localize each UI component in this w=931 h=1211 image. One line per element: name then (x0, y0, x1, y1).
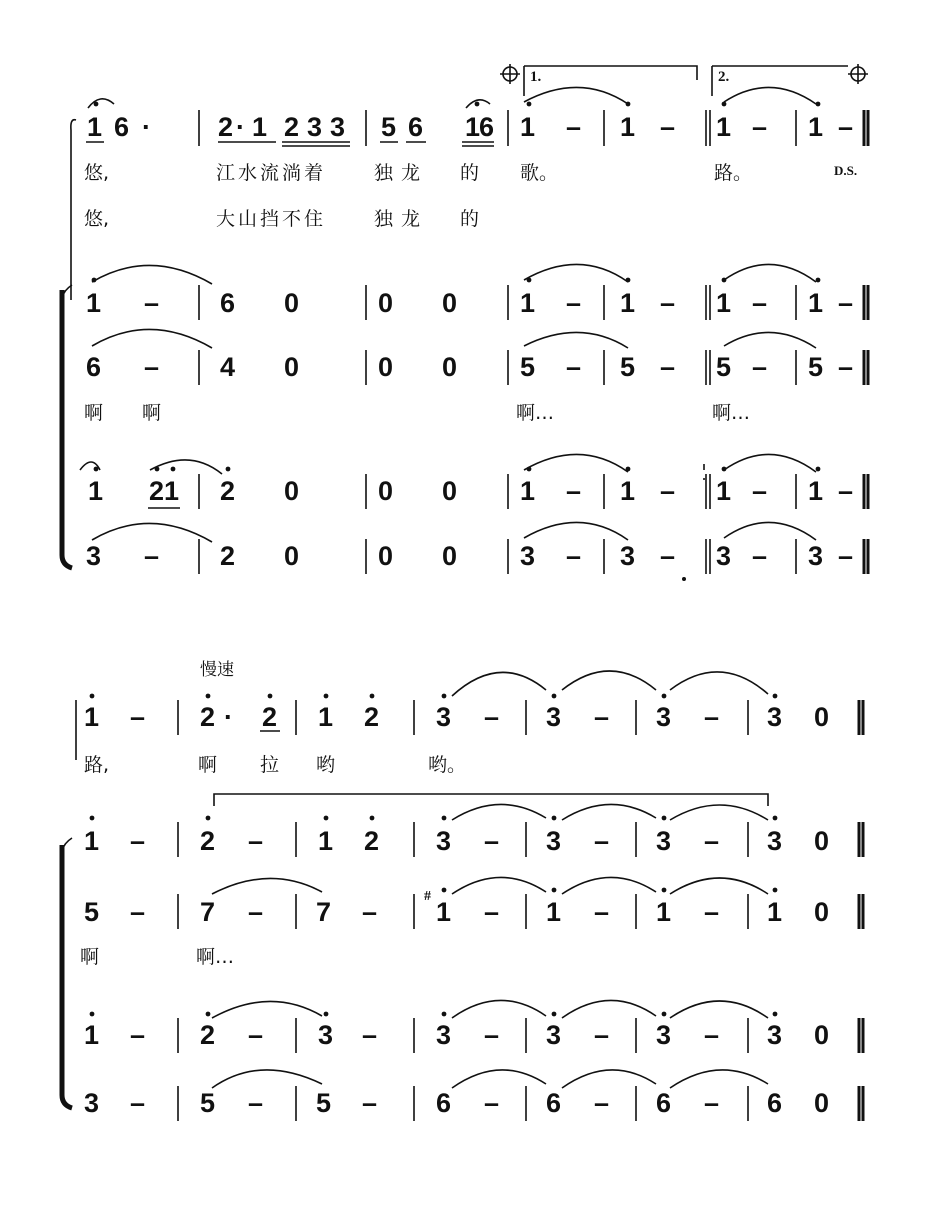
dash: – (594, 897, 610, 927)
note: 1 (620, 476, 636, 506)
note: 1 (520, 476, 536, 506)
dot: · (224, 702, 233, 732)
system2-choir-bracket (62, 845, 72, 1108)
dash: – (566, 112, 582, 142)
note: 5 (381, 112, 397, 142)
note: 0 (814, 1088, 830, 1118)
note: 1 (808, 288, 824, 318)
note: 6 (767, 1088, 783, 1118)
note: 1 (620, 112, 636, 142)
lyric: 江水流淌着 (216, 162, 327, 184)
note: 2 (149, 476, 165, 506)
note: 2 (200, 826, 216, 856)
note: 3 (546, 702, 562, 732)
dash: – (248, 826, 264, 856)
note: 0 (814, 826, 830, 856)
note: 1 (164, 476, 180, 506)
note: 0 (378, 352, 394, 382)
note: 1 (808, 112, 824, 142)
dash: – (248, 897, 264, 927)
note: 3 (767, 826, 783, 856)
lyric: 啊 (198, 754, 218, 776)
note: 4 (220, 352, 236, 382)
note: 3 (86, 541, 102, 571)
note: 6 (656, 1088, 672, 1118)
note: 2 (200, 702, 216, 732)
note: 5 (716, 352, 732, 382)
tempo-mark: 慢速 (200, 660, 234, 680)
dash: – (484, 1020, 500, 1050)
lyric: 悠, (84, 208, 110, 230)
dash: – (362, 897, 378, 927)
dash: – (838, 112, 854, 142)
note: 0 (814, 702, 830, 732)
note: 0 (378, 541, 394, 571)
note: 0 (814, 897, 830, 927)
dash: – (838, 541, 854, 571)
system1-choir-bracket (62, 290, 72, 568)
dash: – (660, 112, 676, 142)
note: 1 (767, 897, 783, 927)
dash: – (484, 826, 500, 856)
dot: · (236, 112, 245, 142)
dash: – (144, 541, 160, 571)
lyric: 啊… (712, 402, 751, 424)
lyric: 悠, (84, 162, 110, 184)
note: 6 (114, 112, 130, 142)
note: 1 (716, 288, 732, 318)
note: 3 (656, 702, 672, 732)
note: 3 (656, 826, 672, 856)
lyric: 哟 (316, 754, 336, 776)
note: 1 (520, 112, 536, 142)
note: 5 (200, 1088, 216, 1118)
dash: – (838, 288, 854, 318)
note: 2 (262, 702, 278, 732)
note: 1 (620, 288, 636, 318)
ending-second-label: 2. (718, 69, 730, 85)
lyric: 啊 (142, 402, 162, 424)
dash: – (594, 1020, 610, 1050)
note: 3 (84, 1088, 100, 1118)
note: 3 (520, 541, 536, 571)
note: 0 (284, 352, 300, 382)
dash: – (752, 112, 768, 142)
dash: – (838, 476, 854, 506)
dash: – (130, 1088, 146, 1118)
dash: – (130, 826, 146, 856)
note: 2 (220, 541, 236, 571)
note: 6 (479, 112, 495, 142)
dash: – (144, 288, 160, 318)
note: 0 (814, 1020, 830, 1050)
dash: – (362, 1020, 378, 1050)
note: 1 (808, 476, 824, 506)
dash: – (660, 476, 676, 506)
note: 3 (716, 541, 732, 571)
note: 1 (656, 897, 672, 927)
note: 1 (86, 288, 102, 318)
dash: – (566, 288, 582, 318)
lyric: 拉 (260, 754, 280, 776)
note: 1 (318, 702, 334, 732)
dash: – (130, 897, 146, 927)
ending-first-label: 1. (530, 69, 542, 85)
note: 7 (316, 897, 332, 927)
note: 6 (436, 1088, 452, 1118)
note: 1 (84, 702, 100, 732)
dash: – (660, 288, 676, 318)
note: 6 (86, 352, 102, 382)
note: 3 (808, 541, 824, 571)
note: 3 (436, 702, 452, 732)
dash: – (566, 541, 582, 571)
ds-mark: D.S. (834, 163, 858, 178)
note: 0 (284, 476, 300, 506)
dash: – (704, 826, 720, 856)
dash: – (594, 702, 610, 732)
dot: · (142, 112, 151, 142)
lyric: 独龙 (374, 208, 429, 230)
note: 1 (465, 112, 481, 142)
dash: – (752, 288, 768, 318)
note: 3 (436, 826, 452, 856)
note: 3 (307, 112, 323, 142)
lyric: 路, (84, 754, 110, 776)
note: 1 (84, 826, 100, 856)
note: 1 (716, 476, 732, 506)
note: 2 (220, 476, 236, 506)
dash: – (144, 352, 160, 382)
sharp-sign: # (424, 889, 431, 904)
note: 3 (330, 112, 346, 142)
note: 3 (767, 1020, 783, 1050)
dash: – (484, 702, 500, 732)
note: 5 (620, 352, 636, 382)
note: 3 (436, 1020, 452, 1050)
note: 0 (442, 476, 458, 506)
note: 2 (218, 112, 234, 142)
lyric: 啊 (80, 946, 100, 968)
note: 6 (546, 1088, 562, 1118)
note: 2 (200, 1020, 216, 1050)
lyric: 啊… (516, 402, 555, 424)
note: 1 (716, 112, 732, 142)
note: 2 (364, 826, 380, 856)
dash: – (704, 1088, 720, 1118)
dash: – (594, 826, 610, 856)
lyric: 独龙 (374, 162, 429, 184)
note: 0 (284, 541, 300, 571)
dash: – (248, 1020, 264, 1050)
note: 6 (220, 288, 236, 318)
lyric: 歌。 (520, 162, 559, 184)
note: 1 (546, 897, 562, 927)
note: 2 (364, 702, 380, 732)
dash: – (362, 1088, 378, 1118)
note: 1 (318, 826, 334, 856)
note: 1 (87, 112, 103, 142)
dash: – (566, 476, 582, 506)
lyric: 啊… (196, 946, 235, 968)
note: 1 (88, 476, 104, 506)
note: 1 (520, 288, 536, 318)
lyric: 大山挡不住 (216, 208, 327, 230)
dash: – (752, 541, 768, 571)
note: 0 (284, 288, 300, 318)
dash: – (484, 1088, 500, 1118)
note: 0 (378, 476, 394, 506)
dash: – (704, 702, 720, 732)
dash: – (838, 352, 854, 382)
note: 5 (520, 352, 536, 382)
note: 1 (436, 897, 452, 927)
dash: – (594, 1088, 610, 1118)
note: 5 (316, 1088, 332, 1118)
lyric: 路。 (714, 162, 753, 184)
lyric: 哟。 (428, 754, 467, 776)
lyric: 啊 (84, 402, 104, 424)
dash: – (704, 1020, 720, 1050)
note: 0 (442, 352, 458, 382)
note: 5 (84, 897, 100, 927)
note: 2 (284, 112, 300, 142)
note: 3 (546, 826, 562, 856)
note: 0 (378, 288, 394, 318)
note: 0 (442, 541, 458, 571)
note: 3 (620, 541, 636, 571)
note: 3 (546, 1020, 562, 1050)
note: 6 (408, 112, 424, 142)
dash: – (704, 897, 720, 927)
dash: – (130, 1020, 146, 1050)
note: 3 (656, 1020, 672, 1050)
dash: – (130, 702, 146, 732)
note: 0 (442, 288, 458, 318)
dash: – (752, 476, 768, 506)
note: 5 (808, 352, 824, 382)
dash: – (248, 1088, 264, 1118)
dash: – (660, 541, 676, 571)
system1-brace (71, 120, 76, 300)
lyric: 的 (460, 162, 480, 184)
note: 3 (318, 1020, 334, 1050)
dash: – (752, 352, 768, 382)
dash: – (484, 897, 500, 927)
note: 3 (767, 702, 783, 732)
note: 1 (84, 1020, 100, 1050)
lyric: 的 (460, 208, 480, 230)
note: 7 (200, 897, 216, 927)
dash: – (660, 352, 676, 382)
note: 1 (252, 112, 268, 142)
dash: – (566, 352, 582, 382)
